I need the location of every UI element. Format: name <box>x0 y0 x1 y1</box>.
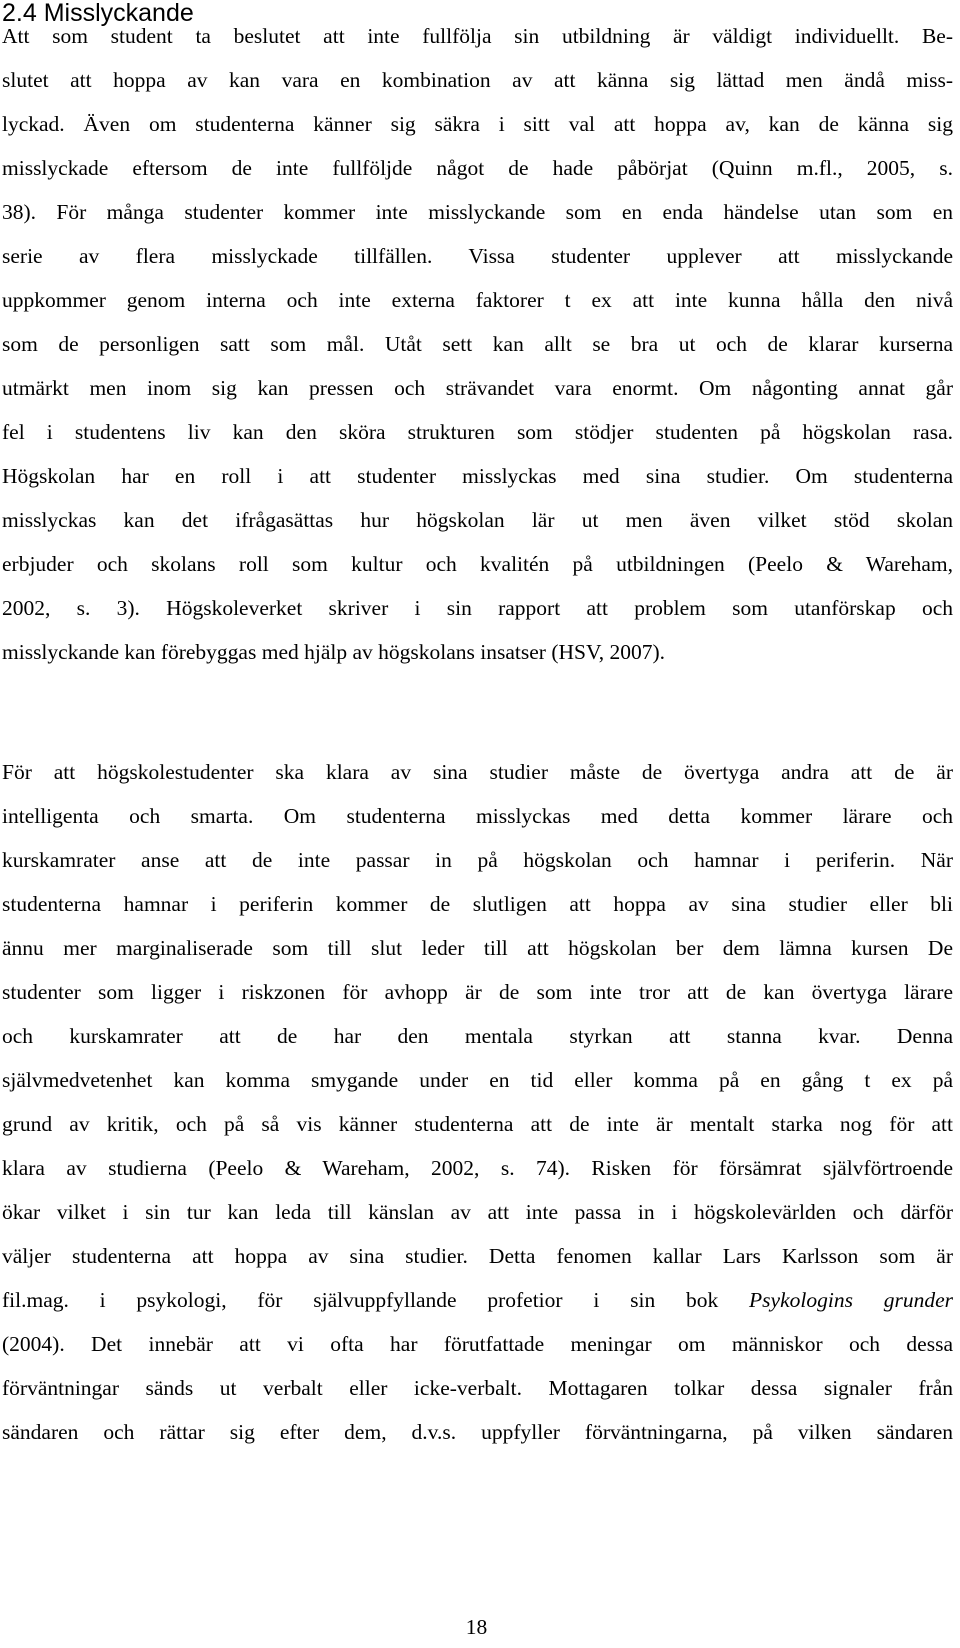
paragraph-line: förväntningar sänds ut verbalt eller icke-verbalt. Mottagaren tolkar dessa signaler från <box>2 1376 953 1400</box>
paragraph-line: erbjuder och skolans roll som kultur och kvalitén på utbildningen (Peelo & Wareham, <box>2 552 953 576</box>
paragraph-line: studenter som ligger i riskzonen för avhopp är de som inte tror att de kan övertyga lärare <box>2 980 953 1004</box>
paragraph-line: Högskolan har en roll i att studenter misslyckas med sina studier. Om studenterna <box>2 464 953 488</box>
paragraph-line: intelligenta och smarta. Om studenterna misslyckas med detta kommer lärare och <box>2 804 953 828</box>
paragraph-line: väljer studenterna att hoppa av sina studier. Detta fenomen kallar Lars Karlsson som är <box>2 1244 953 1268</box>
paragraph-line: klara av studierna (Peelo & Wareham, 2002, s. 74). Risken för försämrat självförtroende <box>2 1156 953 1180</box>
page-number: 18 <box>465 1615 488 1639</box>
paragraph-line: Att som student ta beslutet att inte fullfölja sin utbildning är väldigt individuellt. Be- <box>2 24 953 48</box>
paragraph-line: som de personligen satt som mål. Utåt sett kan allt se bra ut och de klarar kurserna <box>2 332 953 356</box>
paragraph-line: lyckad. Även om studenterna känner sig säkra i sitt val att hoppa av, kan de känna sig <box>2 112 953 136</box>
paragraph-line: sändaren och rättar sig efter dem, d.v.s. uppfyller förväntningarna, på vilken sändaren <box>2 1420 953 1444</box>
paragraph-line: fel i studentens liv kan den sköra strukturen som stödjer studenten på högskolan rasa. <box>2 420 953 444</box>
paragraph-line: självmedvetenhet kan komma smygande under en tid eller komma på en gång t ex på <box>2 1068 953 1092</box>
paragraph-line: utmärkt men inom sig kan pressen och strävandet vara enormt. Om någonting annat går <box>2 376 953 400</box>
paragraph-line: studenterna hamnar i periferin kommer de slutligen att hoppa av sina studier eller bli <box>2 892 953 916</box>
paragraph-line: ökar vilket i sin tur kan leda till känslan av att inte passa in i högskolevärlden och därför <box>2 1200 953 1224</box>
book-title: Psykologins grunder <box>749 1288 953 1312</box>
paragraph-line: misslyckas kan det ifrågasättas hur högskolan lär ut men även vilket stöd skolan <box>2 508 953 532</box>
paragraph-line: (2004). Det innebär att vi ofta har förutfattade meningar om människor och dessa <box>2 1332 953 1356</box>
paragraph-line: kurskamrater anse att de inte passar in på högskolan och hamnar i periferin. När <box>2 848 953 872</box>
paragraph-line: grund av kritik, och på så vis känner studenterna att de inte är mentalt starka nog för att <box>2 1112 953 1136</box>
paragraph-line: För att högskolestudenter ska klara av sina studier måste de övertyga andra att de är <box>2 760 953 784</box>
paragraph-line: misslyckade eftersom de inte fullföljde något de hade påbörjat (Quinn m.fl., 2005, s. <box>2 156 953 180</box>
section-heading: 2.4 Misslyckande <box>2 0 194 27</box>
paragraph-line: 38). För många studenter kommer inte misslyckande som en enda händelse utan som en <box>2 200 953 224</box>
paragraph-line-with-book-title <box>2 1278 953 1322</box>
paragraph-line: uppkommer genom interna och inte externa faktorer t ex att inte kunna hålla den nivå <box>2 288 953 312</box>
paragraph-line: 2002, s. 3). Högskoleverket skriver i sin rapport att problem som utanförskap och <box>2 596 953 620</box>
paragraph-line: serie av flera misslyckade tillfällen. Vissa studenter upplever att misslyckande <box>2 244 953 268</box>
paragraph-line: ännu mer marginaliserade som till slut leder till att högskolan ber dem lämna kursen De <box>2 936 953 960</box>
book-line-text: fil.mag. i psykologi, för självuppfyllande profetior i sin bok <box>2 1288 750 1312</box>
paragraph-line: och kurskamrater att de har den mentala styrkan att stanna kvar. Denna <box>2 1024 953 1048</box>
paragraph-line: misslyckande kan förebyggas med hjälp av högskolans insatser (HSV, 2007). <box>2 640 666 664</box>
paragraph-line: slutet att hoppa av kan vara en kombination av att känna sig lättad men ändå miss- <box>2 68 953 92</box>
